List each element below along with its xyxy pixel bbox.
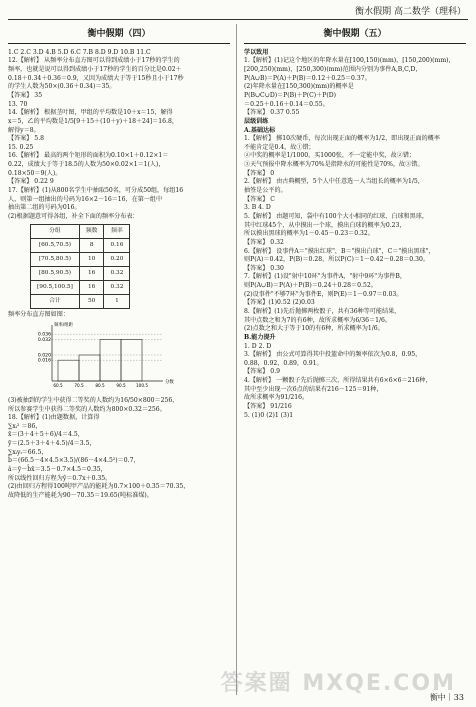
table-cell: 16 bbox=[79, 266, 104, 280]
table-cell: [90.5,100.5] bbox=[31, 280, 80, 294]
text-line: 【答案】 0.9 bbox=[244, 368, 281, 376]
text-line: ∑xᵢyᵢ＝66.5， bbox=[8, 448, 48, 456]
text-line: 不能肯定是0.4，故①错； bbox=[244, 143, 315, 151]
text-line: 【答案】 0.37 0.55 bbox=[244, 109, 300, 117]
table-header-cell: 分组 bbox=[31, 224, 80, 238]
text-line: 0.88，0.92，0.89，0.91。 bbox=[244, 359, 323, 367]
watermark: 答案圈 MXQE.COM bbox=[220, 671, 456, 696]
text-line: (2)根据题意可得各组，补全下面的频率分布表： bbox=[8, 212, 139, 220]
column-divider bbox=[236, 24, 237, 695]
text-line: 17.【解析】(1)从800名学生中抽取50名，可分成50组，每组16 bbox=[8, 187, 184, 195]
left-column bbox=[8, 24, 230, 501]
text-line: 【答案】 5.8 bbox=[8, 135, 45, 143]
text-line: 8.【解析】(1)先后抛掷两枚骰子，共有36种等可能结果， bbox=[244, 307, 401, 315]
text-line: B.能力提升 bbox=[244, 333, 276, 341]
table-cell: [70.5,80.5) bbox=[31, 252, 80, 266]
text-line: 【答案】 35 bbox=[8, 91, 43, 99]
text-line: 层级训练 bbox=[244, 117, 269, 125]
text-line: 5. (1)0 (2)1 (3)1 bbox=[244, 411, 294, 419]
table-header-cell: 频率 bbox=[104, 224, 130, 238]
text-line: (2)设事件"不够7环"为事件E，则P(E)＝1－0.97＝0.03。 bbox=[244, 290, 403, 298]
frequency-histogram bbox=[30, 321, 174, 391]
text-line: 0.18×50＝9(人)。 bbox=[8, 169, 62, 177]
table-cell: 0.16 bbox=[104, 238, 130, 252]
table-row bbox=[31, 294, 130, 308]
text-line: 其中点数之和为7的有6种，故所求概率为6/36＝1/6。 bbox=[244, 316, 392, 324]
y-tick-label: 0.020 bbox=[37, 353, 51, 359]
text-line: 【答案】 0.30 bbox=[244, 264, 284, 272]
table-cell: [60.5,70.5) bbox=[31, 238, 80, 252]
text-line: 1. D 2. D bbox=[244, 342, 272, 350]
text-line: x＝5，乙的平均数是1/5[9＋15＋(10＋y)＋18＋24]＝16.8， bbox=[8, 117, 178, 125]
table-cell: 10 bbox=[79, 252, 104, 266]
text-line: 7.【解析】(1)设"射中10环"为事件A，"射中9环"为事件B， bbox=[244, 273, 406, 281]
text-line: 故所求概率为91/216。 bbox=[244, 394, 309, 402]
y-axis-label: 频率/组距 bbox=[54, 323, 74, 329]
histogram-bar bbox=[58, 360, 79, 381]
page-header: 衡水假期 高二数学（理科） bbox=[355, 7, 466, 17]
right-section-title: 衡中假期（五） bbox=[244, 28, 466, 44]
y-tick-label: 0.036 bbox=[37, 332, 51, 338]
text-line: (2)年降水量在[150,300)(mm)的概率是 bbox=[244, 83, 354, 91]
table-row bbox=[31, 252, 130, 266]
text-line: 3.【解析】 由公式可算得其中投篮命中的频率依次为0.8，0.95， bbox=[244, 351, 422, 359]
text-line: â＝ȳ－b̂x̄＝3.5－0.7×4.5＝0.35， bbox=[8, 465, 107, 473]
text-line: b̂＝(66.5－4×4.5×3.5)/(86－4×4.5²)＝0.7， bbox=[8, 457, 140, 465]
text-line: 1.【解析】(1)记这个地区的年降水量在[100,150)(mm)，[150,200)(mm)， bbox=[244, 57, 455, 65]
text-line: 14.【解析】 根据茎叶图，甲组的平均数是10＋x＝15，解得 bbox=[8, 109, 173, 117]
text-line: 1.C 2.C 3.D 4.B 5.D 6.C 7.B 8.D 9.D 10.B 11.C bbox=[8, 48, 151, 56]
text-line: P(A∪B)＝P(A)＋P(B)＝0.12＋0.25＝0.37。 bbox=[244, 74, 371, 82]
text-line: ③天气预报中降水概率为70%是指降水的可能性是70%，故③错。 bbox=[244, 161, 424, 169]
y-tick-label: 0.032 bbox=[37, 338, 51, 344]
table-header-cell: 频数 bbox=[79, 224, 104, 238]
table-cell: 8 bbox=[79, 238, 104, 252]
y-tick-label: 0.016 bbox=[37, 358, 51, 364]
table-cell: 1 bbox=[104, 294, 130, 308]
text-line: 频率，也就是说可以得到成绩小于17秒的学生的百分比是0.02＋ bbox=[8, 66, 182, 74]
left-solutions-part-a bbox=[8, 49, 230, 222]
x-tick-label: 80.5 bbox=[95, 383, 105, 389]
table-cell: [80.5,90.5) bbox=[31, 266, 80, 280]
text-line: 抽签是公平的。 bbox=[244, 187, 287, 195]
x-tick-label: 70.5 bbox=[74, 383, 84, 389]
text-line: 则P(A)＝0.42，P(B)＝0.28，所以P(C)＝1－0.42－0.28＝0.30。 bbox=[244, 256, 429, 264]
frequency-table bbox=[30, 224, 130, 309]
text-line: 解得y＝8。 bbox=[8, 126, 40, 134]
table-cell: 0.20 bbox=[104, 252, 130, 266]
text-line: ＝0.25＋0.16＋0.14＝0.55。 bbox=[244, 100, 329, 108]
table-cell: 50 bbox=[79, 294, 104, 308]
left-section-title: 衡中假期（四） bbox=[8, 28, 230, 44]
text-line: 学以致用 bbox=[244, 48, 269, 56]
text-line: 18.【解析】(1)由题数据，计算得 bbox=[8, 414, 100, 422]
text-line: 其中红球45个，从中摸出一个球，摸出白球的概率为0.23， bbox=[244, 221, 406, 229]
text-line: 6.【解析】 设事件A＝"摸出红球"，B＝"摸出白球"，C＝"摸出黑球"， bbox=[244, 247, 435, 255]
text-line: P(B∪C∪D)＝P(B)＋P(C)＋P(D) bbox=[244, 91, 336, 99]
text-line: 【答案】 0 bbox=[244, 169, 275, 177]
right-column bbox=[244, 24, 466, 420]
text-line: ∑xᵢ² ＝86， bbox=[8, 422, 42, 430]
text-line: 所以摸出黑球的概率为1－0.45－0.23＝0.32。 bbox=[244, 230, 374, 238]
text-line: 人，则第一组抽出的号码为16×2－16＝16，在第一组中 bbox=[8, 195, 163, 203]
table-cell: 16 bbox=[79, 280, 104, 294]
table-row bbox=[31, 266, 130, 280]
x-tick-label: 60.5 bbox=[53, 383, 63, 389]
table-cell: 合计 bbox=[31, 294, 80, 308]
text-line: x̄＝(3＋4＋5＋6)/4＝4.5， bbox=[8, 431, 84, 439]
text-line: 3. B 4. D bbox=[244, 204, 271, 212]
table-cell: 0.32 bbox=[104, 266, 130, 280]
text-line: 抽出第二组的号码为016。 bbox=[8, 204, 81, 212]
histogram-caption: 频率分布直方图如图： bbox=[8, 310, 69, 318]
table-row bbox=[31, 238, 130, 252]
table-cell: 0.32 bbox=[104, 280, 130, 294]
text-line: 则P(A∪B)＝P(A)＋P(B)＝0.24＋0.28＝0.52。 bbox=[244, 282, 377, 290]
x-axis-label: 分数 bbox=[165, 380, 174, 386]
text-line: 【答案】 91/216 bbox=[244, 403, 292, 411]
x-tick-label: 90.5 bbox=[116, 383, 126, 389]
header-rule bbox=[8, 19, 468, 20]
text-line: (2)点数之和大于等于10的有6种，所求概率为1/6。 bbox=[244, 325, 384, 333]
text-line: 其中至少出现一次6点的结果有216－125＝91种， bbox=[244, 385, 383, 393]
text-line: 15. 0.25 bbox=[8, 143, 34, 151]
text-line: 所以参赛学生中获得二等奖的人数约为800×0.32＝256。 bbox=[8, 405, 166, 413]
text-line: ②中奖的概率是1/1000，买1000张，不一定能中奖，故②错； bbox=[244, 152, 416, 160]
text-line: 【答案】(1)0.52 (2)0.03 bbox=[244, 299, 315, 307]
text-line: 的学生人数为50×(0.36＋0.34)＝35。 bbox=[8, 83, 116, 91]
text-line: 4.【解析】 一颗骰子先后抛掷三次，所得结果共有6×6×6＝216种， bbox=[244, 377, 432, 385]
left-solutions-part-b bbox=[8, 397, 230, 501]
x-tick-label: 100.5 bbox=[136, 383, 148, 389]
text-line: (2)由回归方程得100吨甲产品的能耗为0.7×100＋0.35＝70.35， bbox=[8, 483, 190, 491]
table-header-row bbox=[31, 224, 130, 238]
table-row bbox=[31, 280, 130, 294]
page-footer: 衡中｜33 bbox=[429, 693, 464, 702]
text-line: 所以线性回归方程为ŷ＝0.7x＋0.35。 bbox=[8, 474, 112, 482]
text-line: A.基础达标 bbox=[244, 126, 276, 134]
text-line: 13. 70 bbox=[8, 100, 28, 108]
text-line: 12.【解析】 从频率分布直方图可以得到成绩小于17秒的学生的 bbox=[8, 57, 180, 65]
text-line: 16.【解析】 最高的两个矩形的面积为0.10×1＋0.12×1＝ bbox=[8, 152, 169, 160]
histogram-bar bbox=[79, 355, 100, 381]
text-line: 0.22，成绩大于等于18.5的人数为50×0.02×1＝1(人)， bbox=[8, 161, 165, 169]
right-solutions bbox=[244, 49, 466, 421]
text-line: 5.【解析】 由题可知，袋中有100个大小相同的红球、白球和黑球， bbox=[244, 212, 428, 220]
text-line: (3)被抽到的学生中获得二等奖的人数约为16/50×800＝256， bbox=[8, 396, 179, 404]
text-line: 【答案】 0.32 bbox=[244, 238, 284, 246]
text-line: 【答案】 0.22 9 bbox=[8, 178, 54, 186]
text-line: 【答案】 C bbox=[244, 195, 275, 203]
text-line: ȳ＝(2.5＋3＋4＋4.5)/4＝3.5， bbox=[8, 440, 96, 448]
text-line: [200,250)(mm)，[250,300)(mm)范围内分别为事件A,B,C,D， bbox=[244, 66, 422, 74]
text-line: 1.【解析】 掷10次硬币，每次出现正面的概率为1/2，即出现正面的概率 bbox=[244, 135, 440, 143]
text-line: 0.18＋0.34＋0.36＝0.9，又因为成绩大于等于15秒且小于17秒 bbox=[8, 74, 184, 82]
text-line: 故降低的生产能耗为90－70.35＝19.65(吨标准煤)。 bbox=[8, 491, 153, 499]
text-line: 2.【解析】 由古典概型，5个人中任意选一人当组长的概率为1/5， bbox=[244, 178, 424, 186]
